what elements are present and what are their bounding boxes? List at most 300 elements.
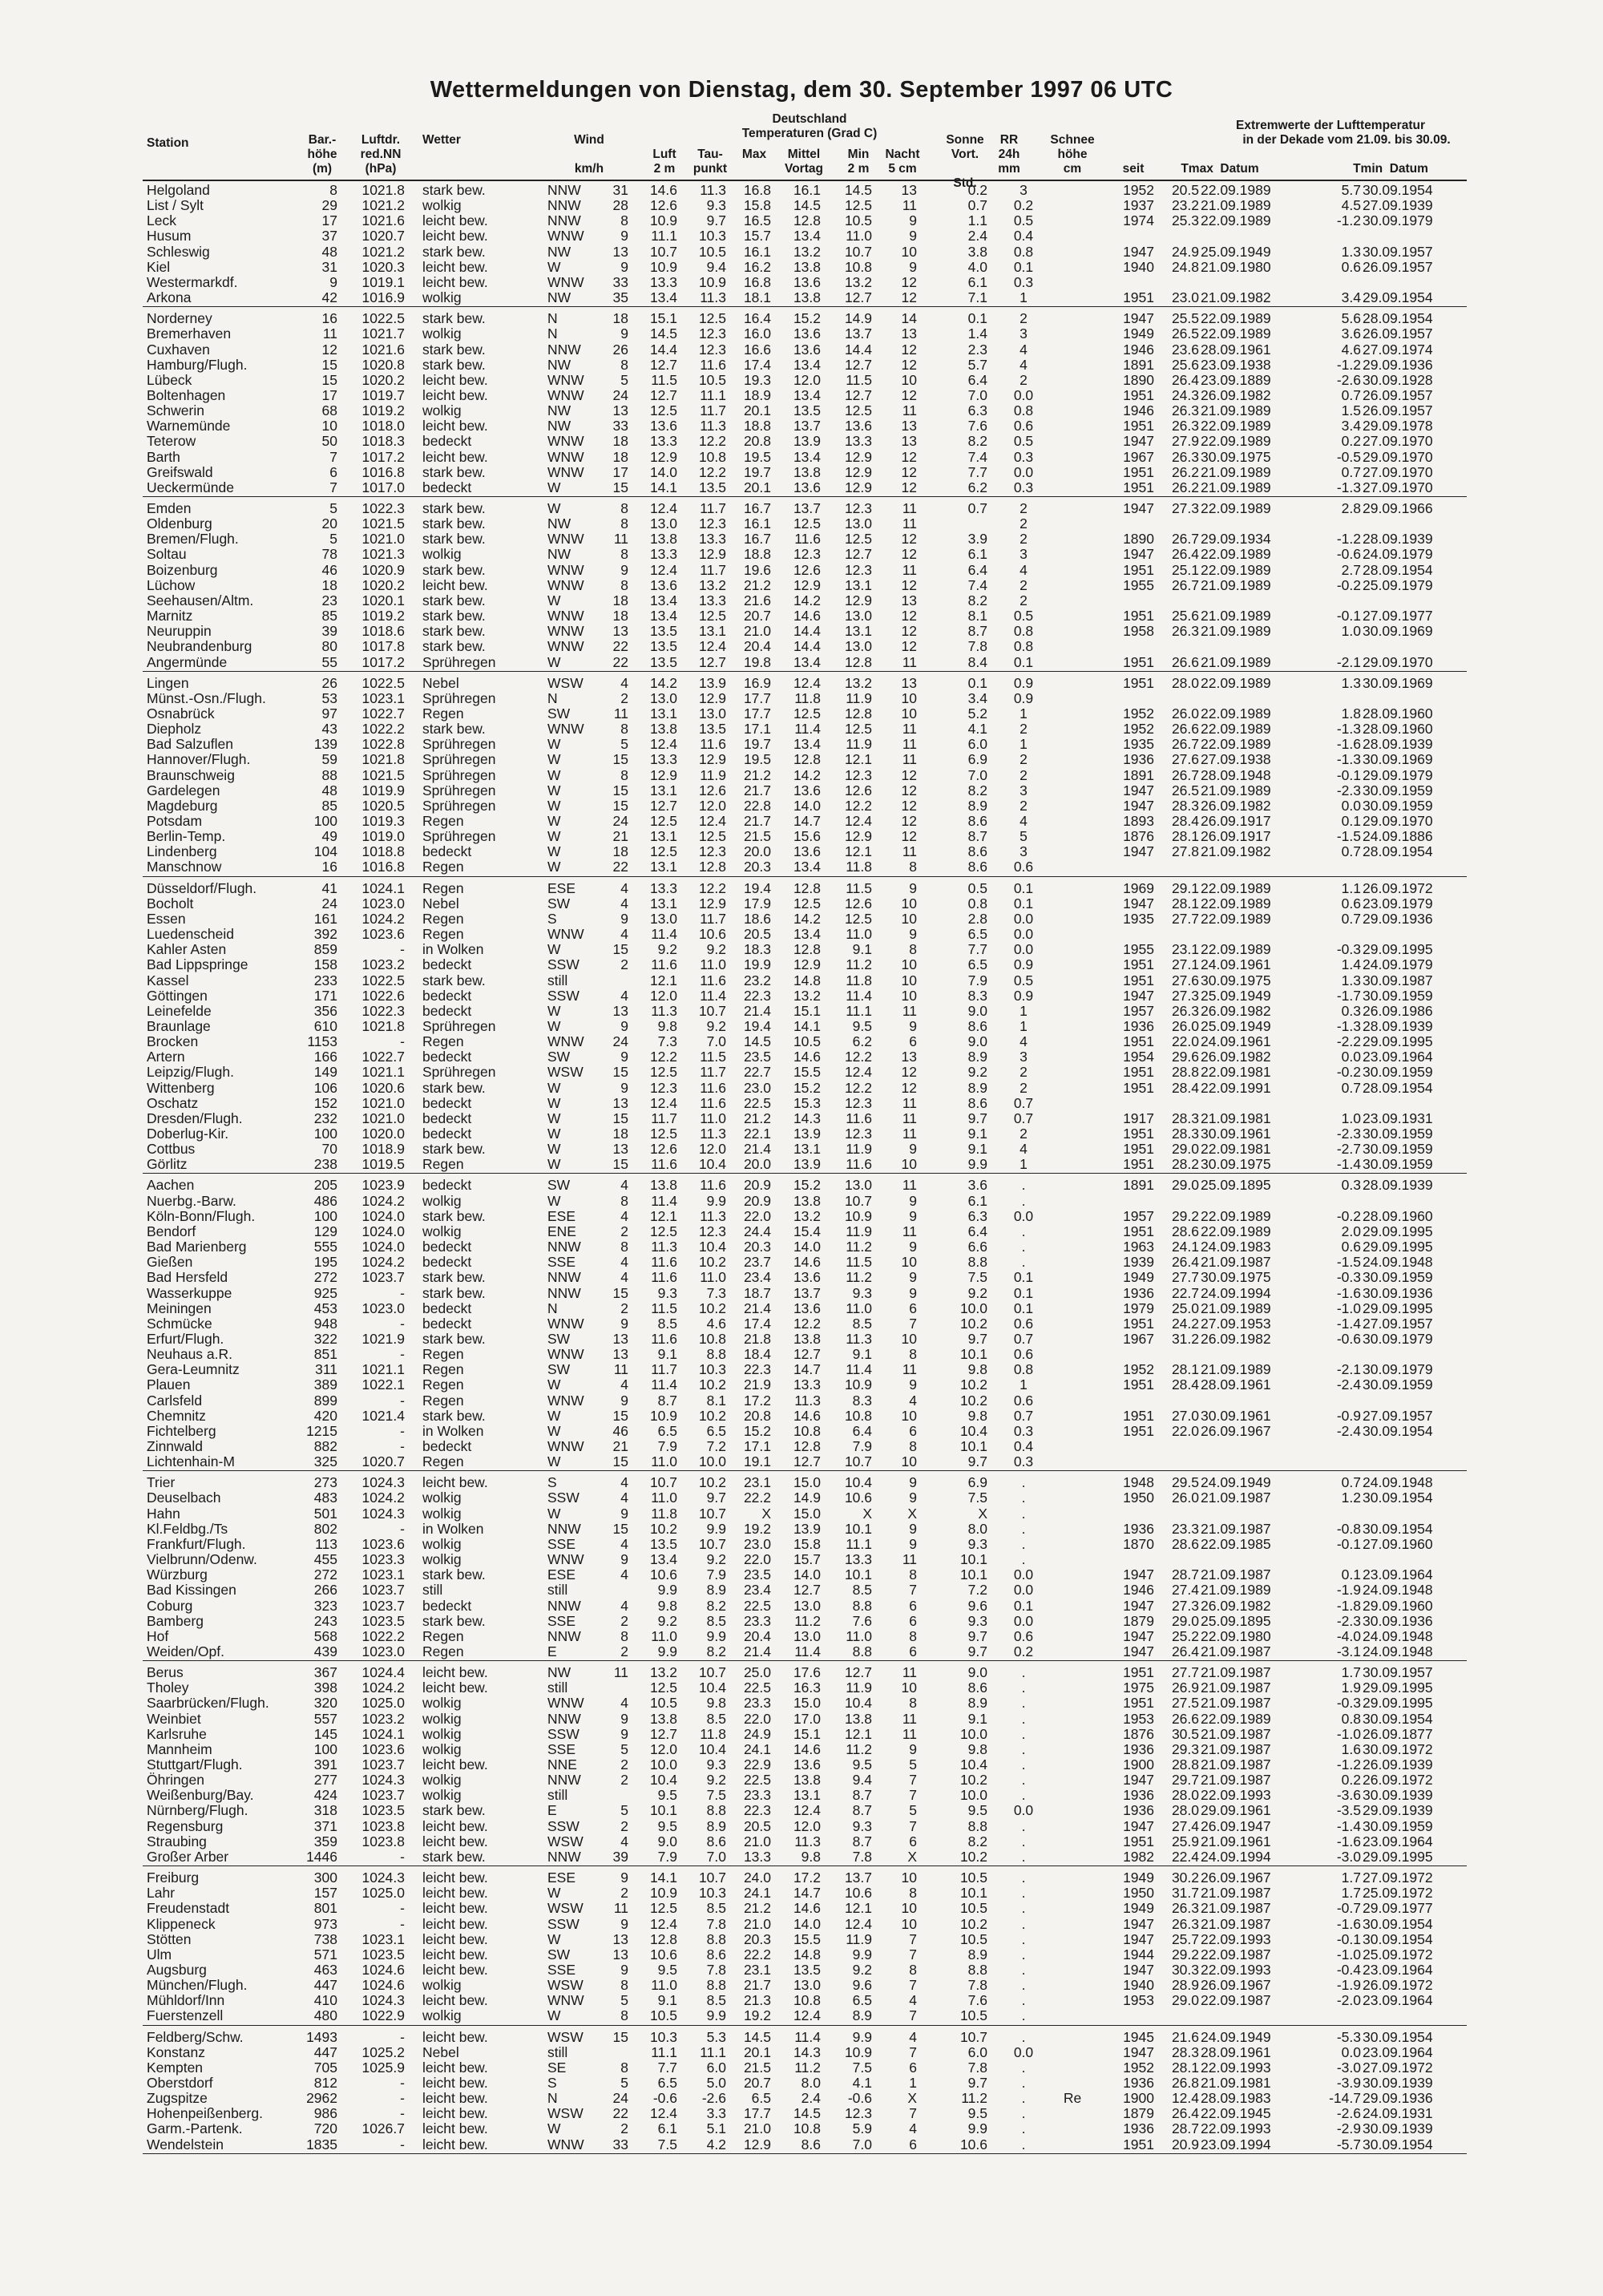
cell-taupunkt: 7.5 (706, 1787, 726, 1804)
cell-windrich: S (547, 1474, 557, 1491)
cell-tmax: 27.1 (1171, 956, 1199, 973)
cell-seit: 1955 (1123, 941, 1154, 958)
cell-max: 17.4 (743, 1315, 771, 1332)
cell-seit (1114, 228, 1154, 244)
cell-min: 10.5 (844, 212, 872, 229)
cell-bar: 311 (315, 1361, 337, 1378)
cell-mittel: 14.6 (793, 608, 821, 625)
cell-schnee (1056, 1286, 1088, 1301)
cell-tmin (1314, 228, 1361, 244)
cell-tmaxd (1201, 691, 1289, 706)
cell-tmaxd: 22.09.1987 (1201, 1946, 1271, 1963)
cell-tmin (1314, 927, 1361, 942)
cell-windrich: WSW (547, 2105, 583, 2122)
cell-mittel: 13.5 (793, 1961, 821, 1978)
table-row (0, 183, 1603, 198)
cell-wetter: bedeckt (422, 1254, 472, 1271)
cell-luft: 12.6 (649, 1141, 677, 1158)
cell-luft: 11.4 (651, 1376, 677, 1393)
cell-taupunkt: 11.6 (700, 1094, 726, 1111)
cell-seit (1114, 1096, 1154, 1111)
cell-station: Berlin-Temp. (147, 828, 226, 845)
cell-druck: 1024.2 (361, 1490, 405, 1506)
cell-mittel: 14.8 (793, 1946, 821, 1963)
cell-nacht: 9 (909, 1141, 917, 1158)
cell-min: 11.1 (846, 1002, 872, 1019)
page-title: Wettermeldungen von Dienstag, dem 30. September 1997 06 UTC (430, 77, 1173, 103)
cell-station: Öhringen (147, 1772, 204, 1789)
cell-wetter: leicht bew. (422, 1961, 488, 1978)
cell-rr: . (1021, 1833, 1026, 1849)
cell-seit: 1947 (1123, 797, 1154, 814)
cell-wetter: Nebel (422, 895, 459, 912)
cell-bar: 2962 (306, 2090, 337, 2107)
cell-nacht: 4 (909, 1392, 917, 1409)
cell-wetter: leicht bew. (422, 1930, 488, 1947)
cell-sonne: 7.7 (967, 941, 987, 958)
cell-bar: 851 (313, 1346, 337, 1363)
cell-min: 12.1 (844, 1725, 872, 1742)
cell-tmax: 26.7 (1171, 736, 1199, 753)
cell-nacht: 12 (901, 623, 917, 640)
cell-windrich: WSW (547, 1833, 583, 1849)
cell-tmind: 25.09.1972 (1363, 1946, 1433, 1963)
cell-taupunkt: 11.3 (700, 182, 726, 198)
cell-taupunkt: 9.2 (706, 1772, 726, 1789)
cell-station: Ulm (147, 1946, 172, 1963)
cell-station: List / Sylt (147, 197, 204, 214)
cell-max: 20.0 (743, 843, 771, 860)
cell-bar: 49 (321, 828, 337, 845)
cell-schnee (1056, 1239, 1088, 1255)
cell-druck: - (400, 2090, 405, 2107)
cell-druck: 1022.7 (361, 1049, 405, 1065)
cell-seit: 1967 (1123, 1330, 1154, 1347)
cell-nacht: 11 (902, 1361, 917, 1378)
cell-druck: - (400, 2028, 405, 2045)
cell-max: 16.0 (743, 325, 771, 342)
cell-tmaxd: 26.09.1982 (1201, 1330, 1271, 1347)
cell-tmax: 26.4 (1171, 1643, 1199, 1659)
cell-tmind: 26.09.1957 (1363, 258, 1433, 275)
cell-taupunkt: 11.7 (700, 910, 726, 927)
cell-luft: 13.2 (649, 1664, 677, 1681)
cell-windrich: NW (547, 289, 571, 306)
cell-max: 19.3 (743, 371, 771, 388)
cell-schnee (1056, 342, 1088, 358)
cell-max: 25.0 (743, 1664, 771, 1681)
cell-tmind: 30.09.1936 (1363, 1612, 1433, 1629)
cell-mittel: 13.6 (793, 341, 821, 358)
cell-taupunkt: 12.0 (698, 1141, 726, 1158)
cell-druck: - (400, 2136, 405, 2152)
cell-max: 19.9 (743, 956, 771, 973)
cell-sonne: 8.7 (967, 623, 987, 640)
cell-tmind: 30.09.1957 (1363, 1664, 1433, 1681)
cell-tmin: 0.7 (1341, 843, 1361, 860)
cell-nacht: 8 (909, 1346, 917, 1363)
cell-tmax (1164, 1439, 1199, 1454)
cell-druck: 1024.3 (361, 1992, 405, 2009)
cell-bar: 1215 (306, 1422, 337, 1439)
cell-luft: 11.3 (651, 1002, 677, 1019)
cell-taupunkt: 12.9 (698, 895, 726, 912)
cell-tmaxd: 21.09.1982 (1201, 843, 1271, 860)
cell-windkmh: 5 (620, 1802, 628, 1819)
cell-min: 12.6 (844, 895, 872, 912)
cell-tmin: -5.7 (1336, 2136, 1361, 2152)
cell-tmaxd: 26.09.1982 (1201, 1049, 1271, 1065)
cell-min: 13.7 (844, 1870, 872, 1886)
cell-mittel: 14.4 (793, 623, 821, 640)
cell-seit: 1947 (1123, 1930, 1154, 1947)
cell-taupunkt: 8.8 (706, 1977, 726, 1994)
cell-nacht: 8 (909, 1961, 917, 1978)
cell-station: Straubing (147, 1833, 207, 1849)
cell-tmaxd: 21.09.1987 (1201, 1643, 1271, 1659)
cell-max: 20.7 (743, 608, 771, 625)
cell-tmaxd: 26.09.1982 (1201, 1597, 1271, 1614)
cell-tmin (1314, 859, 1361, 875)
cell-windrich: W (547, 843, 561, 860)
cell-tmax: 30.2 (1171, 1870, 1199, 1886)
cell-max: 22.1 (743, 1126, 771, 1142)
cell-schnee (1056, 578, 1088, 593)
cell-max: 16.4 (743, 310, 771, 327)
cell-wetter: leicht bew. (422, 1680, 488, 1696)
cell-station: Bad Hersfeld (147, 1269, 228, 1286)
cell-nacht: 10 (901, 1254, 917, 1271)
cell-schnee (1056, 2137, 1088, 2152)
cell-tmaxd: 26.09.1917 (1201, 828, 1271, 845)
cell-max: 16.8 (743, 273, 771, 290)
cell-rr: . (1021, 1992, 1026, 2009)
cell-tmaxd (1201, 1194, 1289, 1209)
cell-bar: 41 (321, 879, 337, 896)
cell-tmin: -1.2 (1336, 212, 1361, 229)
cell-schnee (1056, 260, 1088, 275)
cell-luft: 10.9 (649, 258, 677, 275)
cell-tmax: 27.3 (1171, 987, 1199, 1004)
table-row (0, 1599, 1603, 1614)
cell-windkmh: 35 (612, 289, 628, 306)
cell-mittel: 14.3 (793, 2043, 821, 2060)
cell-tmaxd: 22.09.1981 (1201, 1064, 1271, 1081)
cell-bar: 391 (313, 1756, 337, 1773)
cell-taupunkt: 9.7 (706, 1490, 726, 1506)
cell-taupunkt: 13.1 (698, 623, 726, 640)
cell-schnee (1056, 213, 1088, 228)
cell-nacht: 6 (909, 1597, 917, 1614)
cell-max: 21.3 (743, 1992, 771, 2009)
cell-seit: 1982 (1123, 1848, 1154, 1865)
cell-windrich: W (547, 782, 561, 798)
table-row (0, 706, 1603, 722)
table-row (0, 563, 1603, 578)
group-divider (143, 876, 1467, 877)
cell-druck: - (400, 1284, 405, 1301)
cell-station: Konstanz (147, 2043, 205, 2060)
cell-min: 12.2 (844, 1049, 872, 1065)
cell-taupunkt: 12.2 (698, 433, 726, 450)
cell-wetter: Regen (422, 1156, 464, 1173)
cell-min: 12.3 (844, 561, 872, 578)
cell-luft: 9.2 (657, 1612, 677, 1629)
cell-windkmh: 13 (612, 1002, 628, 1019)
cell-schnee (1056, 706, 1088, 722)
cell-schnee (1056, 1932, 1088, 1947)
cell-luft: 10.6 (649, 1566, 677, 1583)
cell-luft: 12.7 (649, 797, 677, 814)
cell-windkmh: 4 (620, 1254, 628, 1271)
cell-tmaxd (1201, 1393, 1289, 1409)
cell-tmaxd: 30.09.1961 (1201, 1126, 1271, 1142)
cell-seit: 1951 (1123, 1064, 1154, 1081)
cell-druck: 1019.7 (361, 386, 405, 403)
table-row (0, 326, 1603, 342)
cell-tmaxd: 23.09.1994 (1201, 2136, 1271, 2152)
cell-sonne: 8.6 (967, 843, 987, 860)
cell-luft: 12.4 (649, 2105, 677, 2122)
cell-sonne: 0.8 (967, 895, 987, 912)
cell-schnee (1056, 1665, 1088, 1680)
cell-windkmh: 18 (612, 448, 628, 465)
cell-taupunkt: 9.9 (706, 1192, 726, 1209)
cell-luft: 13.8 (649, 1710, 677, 1727)
cell-station: Bremerhaven (147, 325, 232, 342)
cell-rr: 2 (1020, 1064, 1028, 1081)
cell-station: Weiden/Opf. (147, 1643, 224, 1659)
cell-schnee (1056, 1224, 1088, 1239)
cell-wetter: wolkig (422, 546, 462, 563)
cell-mittel: 13.4 (793, 386, 821, 403)
cell-max: 22.8 (743, 797, 771, 814)
cell-sonne: 9.5 (967, 1802, 987, 1819)
cell-rr: 0.1 (1013, 1284, 1034, 1301)
cell-tmind: 29.09.1995 (1363, 1300, 1433, 1316)
cell-sonne: 8.6 (967, 1094, 987, 1111)
cell-bar: 43 (321, 721, 337, 738)
cell-rr: 2 (1020, 531, 1028, 548)
cell-seit (1114, 593, 1154, 608)
cell-druck: 1022.1 (361, 1376, 405, 1393)
cell-nacht: 11 (902, 843, 917, 860)
cell-druck: - (400, 1915, 405, 1932)
cell-station: Mannheim (147, 1740, 212, 1757)
cell-nacht: 7 (909, 1787, 917, 1804)
cell-rr: 3 (1020, 1049, 1028, 1065)
cell-tmaxd: 22.09.1989 (1201, 1207, 1271, 1224)
cell-taupunkt: 11.6 (700, 972, 726, 988)
cell-mittel: 11.2 (794, 1612, 821, 1629)
cell-taupunkt: -2.6 (701, 2090, 726, 2107)
cell-tmax (1164, 516, 1199, 532)
cell-bar: 356 (313, 1002, 337, 1019)
cell-tmind: 27.09.1939 (1363, 197, 1433, 214)
cell-station: Lindenberg (147, 843, 217, 860)
cell-station: Tholey (147, 1680, 189, 1696)
cell-tmaxd: 21.09.1989 (1201, 197, 1271, 214)
cell-station: Nürnberg/Flugh. (147, 1802, 248, 1819)
cell-nacht: 6 (909, 2059, 917, 2076)
cell-seit: 1946 (1123, 1582, 1154, 1599)
cell-bar: 80 (321, 638, 337, 655)
cell-mittel: 8.6 (801, 2136, 821, 2152)
cell-schnee (1056, 655, 1088, 670)
cell-nacht: 11 (902, 1177, 917, 1194)
cell-luft: 12.4 (649, 561, 677, 578)
cell-wetter: Nebel (422, 674, 459, 691)
cell-schnee (1056, 676, 1088, 691)
cell-min: 12.7 (844, 386, 872, 403)
cell-windrich: WNW (547, 2136, 584, 2152)
cell-luft: 10.0 (649, 1756, 677, 1773)
cell-tmin: -4.0 (1336, 1627, 1361, 1644)
cell-druck: 1016.9 (361, 289, 405, 306)
cell-sonne: 6.1 (967, 273, 987, 290)
cell-tmind: 28.09.1939 (1363, 1017, 1433, 1034)
cell-bar: 610 (313, 1017, 337, 1034)
cell-nacht: X (907, 2090, 917, 2107)
cell-tmin: 0.0 (1341, 797, 1361, 814)
cell-nacht: 13 (901, 674, 917, 691)
cell-luft: 12.5 (649, 1223, 677, 1239)
cell-schnee (1056, 1393, 1088, 1409)
cell-mittel: 14.6 (793, 1254, 821, 1271)
cell-min: 12.5 (844, 197, 872, 214)
cell-windrich: SW (547, 895, 571, 912)
cell-druck: 1020.7 (361, 1453, 405, 1470)
cell-min: 11.6 (846, 1110, 872, 1126)
cell-windkmh: 4 (620, 1269, 628, 1286)
cell-station: Artern (147, 1049, 185, 1065)
cell-luft: 12.4 (649, 1094, 677, 1111)
cell-windrich: WNW (547, 448, 584, 465)
cell-windrich: SW (547, 705, 571, 722)
cell-wetter: leicht bew. (422, 448, 488, 465)
cell-nacht: 12 (901, 828, 917, 845)
cell-schnee (1056, 501, 1088, 516)
cell-taupunkt: 13.5 (698, 479, 726, 495)
cell-tmax: 27.6 (1171, 972, 1199, 988)
table-row (0, 1727, 1603, 1742)
cell-station: Gera-Leumnitz (147, 1361, 240, 1378)
cell-min: 13.0 (844, 515, 872, 532)
cell-mittel: 14.0 (793, 1566, 821, 1583)
cell-tmaxd: 30.09.1975 (1201, 1269, 1271, 1286)
cell-mittel: 13.6 (793, 782, 821, 798)
cell-tmax: 26.0 (1171, 1017, 1199, 1034)
cell-seit (1114, 1552, 1154, 1567)
cell-min: 11.2 (846, 1269, 872, 1286)
cell-schnee (1056, 1004, 1088, 1019)
cell-taupunkt: 12.3 (698, 325, 726, 342)
cell-sonne: 10.7 (959, 2028, 987, 2045)
cell-druck: - (400, 1033, 405, 1050)
cell-schnee (1056, 245, 1088, 260)
cell-luft: 14.1 (649, 479, 677, 495)
cell-wetter: leicht bew. (422, 2105, 488, 2122)
cell-min: 12.3 (844, 1126, 872, 1142)
cell-min: 11.0 (846, 1300, 872, 1316)
cell-druck: 1022.7 (361, 705, 405, 722)
cell-windkmh: 24 (612, 813, 628, 829)
cell-rr: 0.2 (1013, 1643, 1034, 1659)
cell-mittel: 14.4 (793, 638, 821, 655)
table-row (0, 829, 1603, 844)
cell-min: 12.5 (844, 402, 872, 419)
table-row (0, 245, 1603, 260)
cell-windkmh: 4 (620, 1376, 628, 1393)
cell-tmaxd: 21.09.1989 (1201, 1300, 1271, 1316)
cell-bar: 7 (329, 448, 337, 465)
cell-windrich: NW (547, 546, 571, 563)
cell-tmaxd: 21.09.1989 (1201, 576, 1271, 593)
cell-max: 22.3 (743, 1361, 771, 1378)
cell-taupunkt: 13.3 (698, 592, 726, 608)
cell-windkmh: 24 (612, 386, 628, 403)
cell-taupunkt: 12.2 (698, 463, 726, 480)
cell-schnee (1056, 1301, 1088, 1316)
cell-schnee (1056, 2045, 1088, 2060)
cell-min: 13.2 (844, 273, 872, 290)
cell-windkmh: 8 (620, 1627, 628, 1644)
cell-tmind: 26.09.1972 (1363, 879, 1433, 896)
table-row (0, 1157, 1603, 1172)
cell-tmind: 30.09.1954 (1363, 1490, 1433, 1506)
cell-seit: 1951 (1123, 956, 1154, 973)
cell-station: Neubrandenburg (147, 638, 252, 655)
cell-schnee (1056, 465, 1088, 480)
cell-bar: 85 (321, 797, 337, 814)
cell-mittel: 15.8 (793, 1535, 821, 1552)
group-divider (143, 1173, 1467, 1174)
cell-taupunkt: 11.3 (700, 289, 726, 306)
cell-tmaxd: 26.09.1982 (1201, 386, 1271, 403)
cell-sonne: 7.8 (967, 638, 987, 655)
cell-taupunkt: 10.8 (698, 448, 726, 465)
cell-nacht: 11 (902, 736, 917, 753)
table-row (0, 1224, 1603, 1239)
cell-mittel: 13.9 (793, 1520, 821, 1537)
cell-station: Feldberg/Schw. (147, 2028, 244, 2045)
cell-rr: 0.0 (1013, 1582, 1034, 1599)
cell-tmin: -1.4 (1336, 1156, 1361, 1173)
cell-mittel: 14.6 (793, 1049, 821, 1065)
cell-tmin (1314, 593, 1361, 608)
cell-tmind: 29.09.1978 (1363, 418, 1433, 435)
cell-taupunkt: 12.4 (698, 638, 726, 655)
cell-tmax: 28.6 (1171, 1535, 1199, 1552)
cell-bar: 973 (313, 1915, 337, 1932)
cell-seit: 1891 (1123, 766, 1154, 783)
cell-wetter: Regen (422, 813, 464, 829)
cell-tmax: 28.3 (1171, 797, 1199, 814)
cell-sonne: 6.5 (967, 926, 987, 943)
cell-tmaxd: 21.09.1987 (1201, 1680, 1271, 1696)
cell-druck: 1020.0 (361, 1126, 405, 1142)
cell-druck: 1022.9 (361, 2007, 405, 2024)
cell-bar: 157 (313, 1885, 337, 1902)
table-row (0, 1004, 1603, 1019)
cell-sonne: 8.2 (967, 782, 987, 798)
cell-tmind: 27.09.1974 (1363, 341, 1433, 358)
cell-tmin: 0.7 (1341, 910, 1361, 927)
cell-tmaxd: 29.09.1961 (1201, 1802, 1271, 1819)
cell-taupunkt: 10.4 (698, 1239, 726, 1255)
cell-bar: 948 (313, 1315, 337, 1332)
cell-bar: 447 (313, 2043, 337, 2060)
